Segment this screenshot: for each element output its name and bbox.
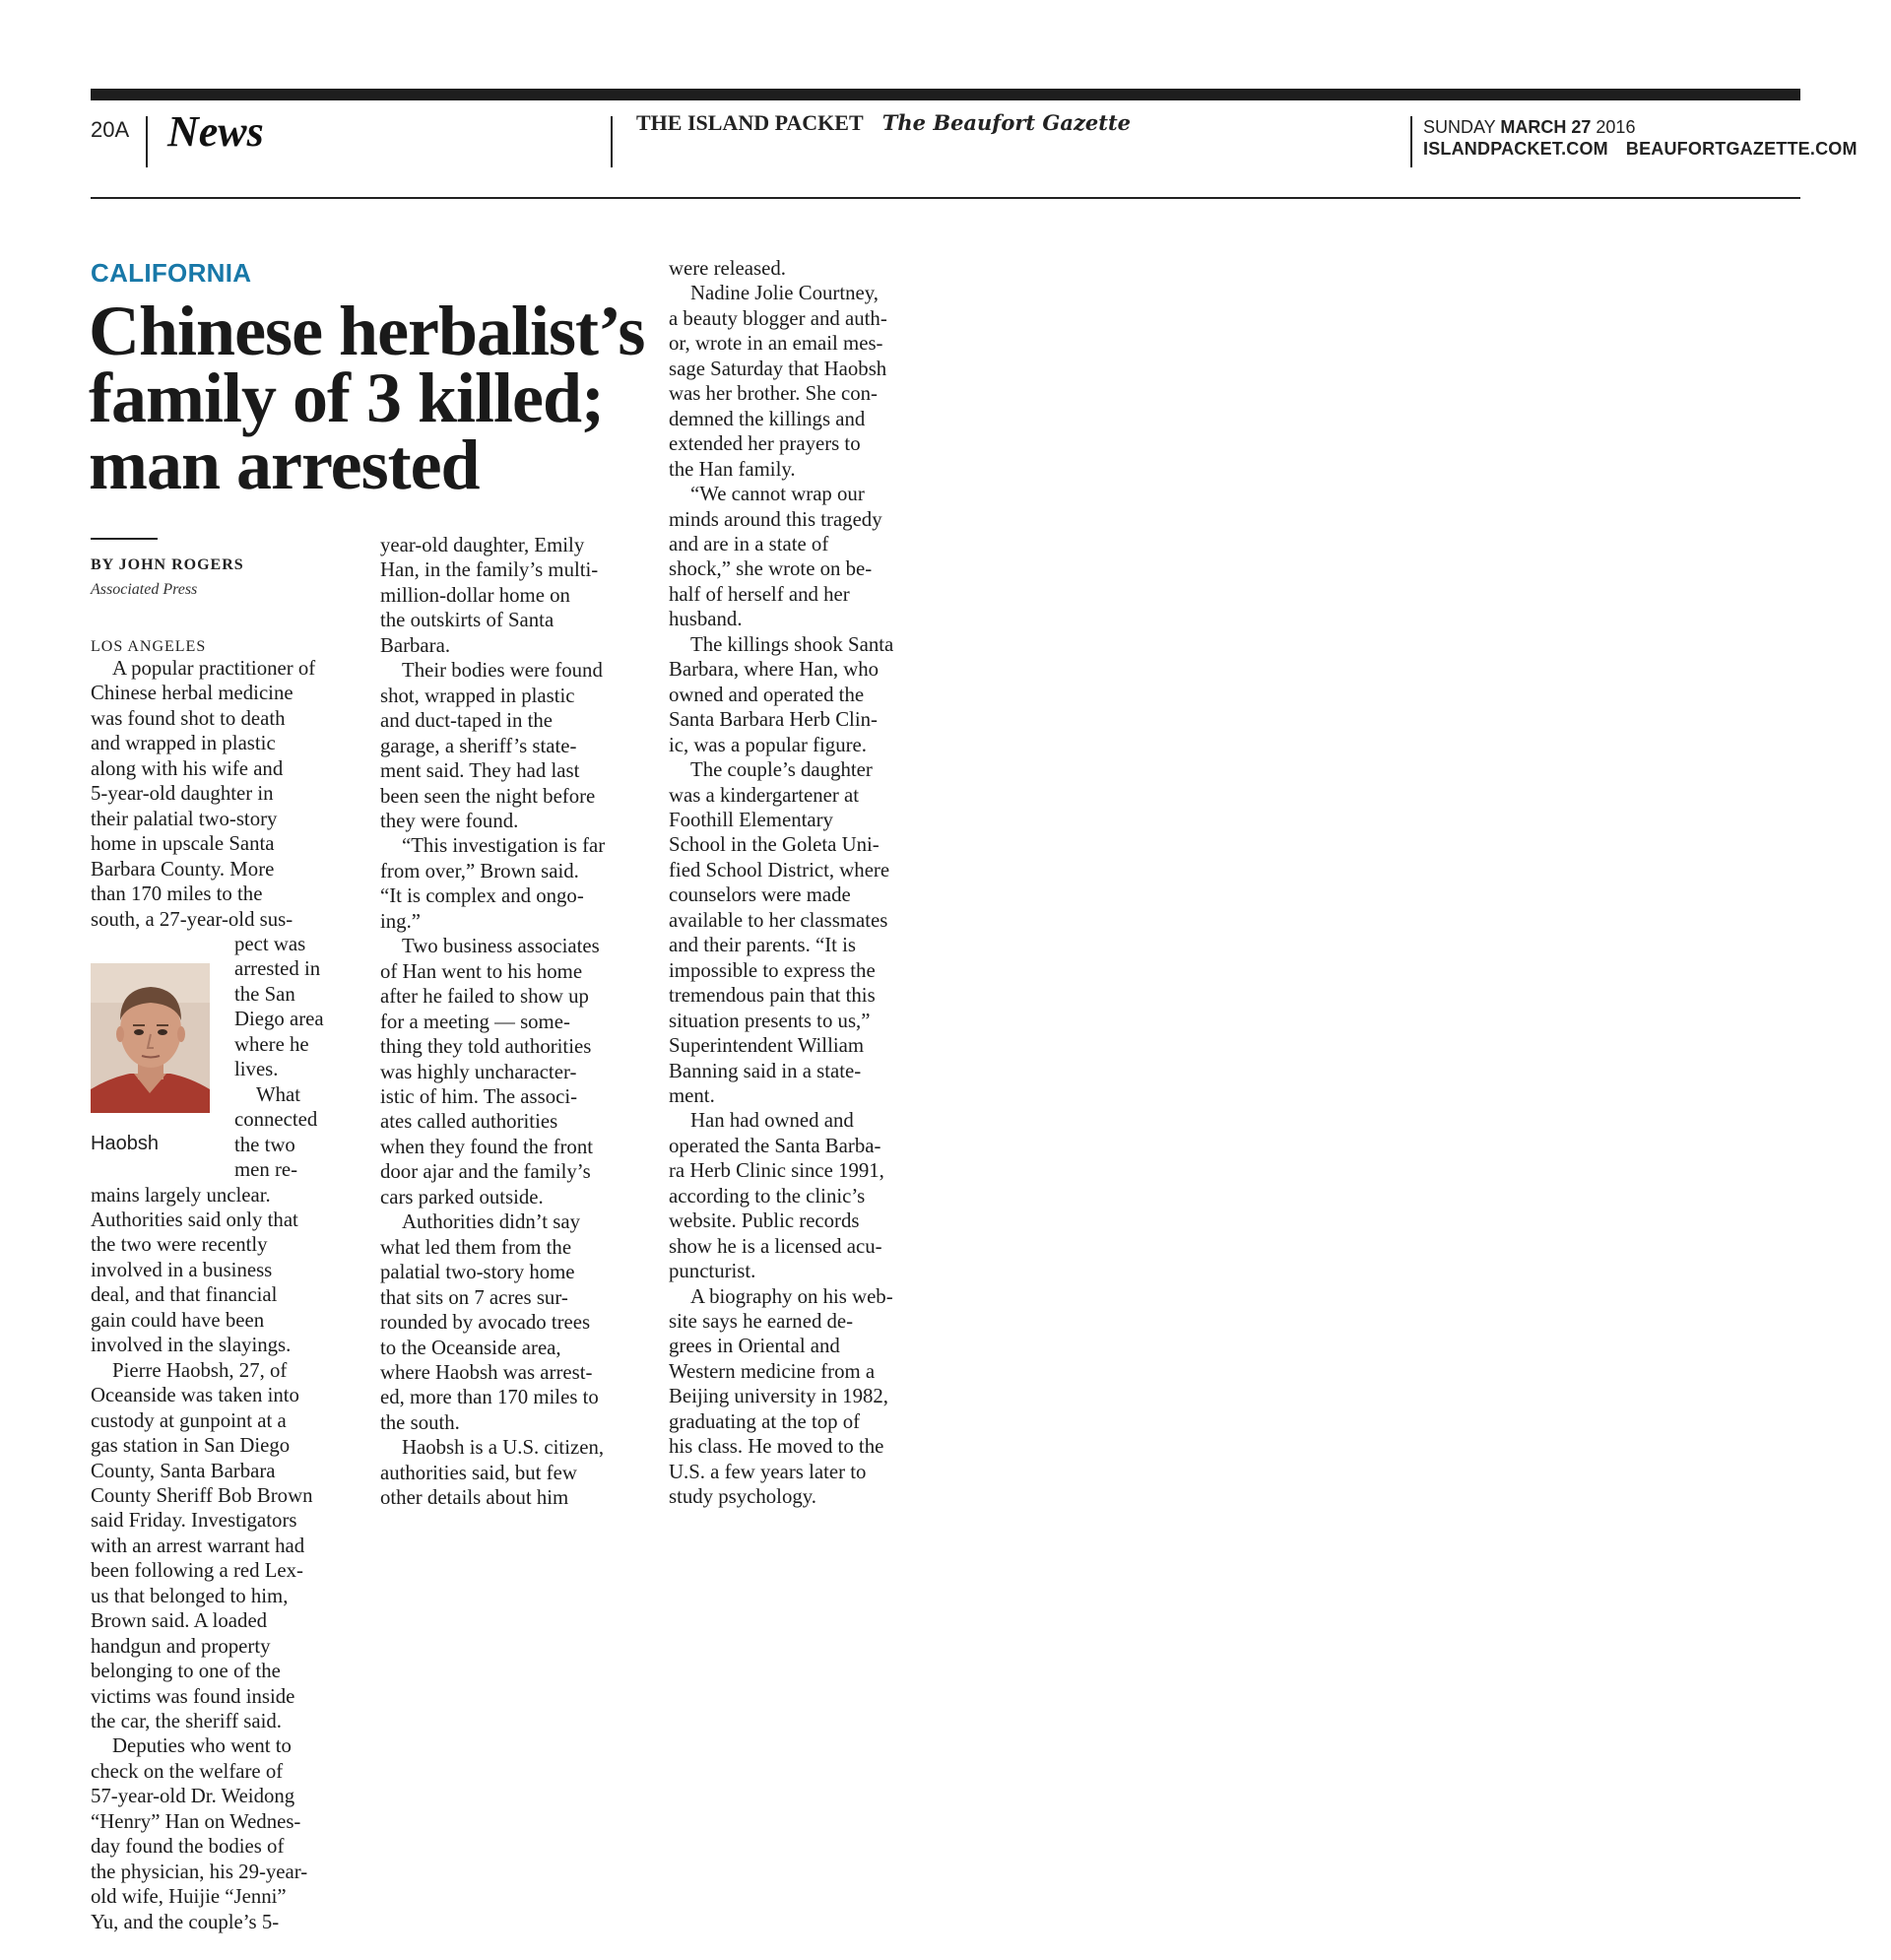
article-text-line: A popular practitioner of <box>112 657 316 680</box>
article-kicker: CALIFORNIA <box>91 258 252 288</box>
article-text-line: gas station in San Diego <box>91 1434 291 1458</box>
top-rule <box>91 89 1800 100</box>
article-text-line: “This investigation is far <box>402 834 606 858</box>
article-text-line: available to her classmates <box>669 908 888 932</box>
article-text-line: than 170 miles to the <box>91 882 263 906</box>
headline-line: family of 3 killed; <box>89 359 604 437</box>
article-text-line: million-dollar home on <box>380 583 570 607</box>
article-text-line: ed, more than 170 miles to <box>380 1386 599 1409</box>
article-headline <box>89 292 680 504</box>
article-text-line: the outskirts of Santa <box>380 609 554 632</box>
article-text-line: What <box>256 1082 301 1106</box>
article-text-line: Two business associates <box>402 935 600 958</box>
article-text-line: Haobsh is a U.S. citizen, <box>402 1436 605 1460</box>
article-text-line: where Haobsh was arrest- <box>380 1360 593 1384</box>
article-text-line: a beauty blogger and auth- <box>669 306 887 330</box>
header-bottom-rule <box>91 197 1800 199</box>
article-text-line: ates called authorities <box>380 1110 558 1134</box>
photo-caption: Haobsh <box>91 1133 159 1154</box>
article-text-line: situation presents to us,” <box>669 1009 871 1032</box>
article-text-line: tremendous pain that this <box>669 984 876 1008</box>
article-text-line: from over,” Brown said. <box>380 859 579 882</box>
article-text-line: handgun and property <box>91 1634 271 1658</box>
article-text-line: garage, a sheriff’s state- <box>380 734 577 757</box>
article-text-line: site says he earned de- <box>669 1310 854 1334</box>
article-text-line: custody at gunpoint at a <box>91 1408 287 1432</box>
article-text-line: their palatial two-story <box>91 807 278 830</box>
article-text-line: home in upscale Santa <box>91 832 275 856</box>
article-text-line: that sits on 7 acres sur- <box>380 1285 568 1309</box>
issue-date <box>1423 116 1858 138</box>
article-text-line: istic of him. The associ- <box>380 1084 578 1108</box>
article-text-line: and are in a state of <box>669 532 829 555</box>
article-text-line: ra Herb Clinic since 1991, <box>669 1159 884 1183</box>
article-text-line: Barbara, where Han, who <box>669 658 880 682</box>
article-text-line: check on the welfare of <box>91 1759 284 1783</box>
article-dateline: LOS ANGELES <box>91 638 207 655</box>
article-column-1 <box>91 656 359 1934</box>
article-text-line: connected <box>234 1108 318 1132</box>
article-text-line: Authorities said only that <box>91 1208 298 1231</box>
article-text-line: us that belonged to him, <box>91 1584 289 1607</box>
article-text-line: said Friday. Investigators <box>91 1509 297 1533</box>
article-text-line: Chinese herbal medicine <box>91 682 293 705</box>
article-text-line: Banning said in a state- <box>669 1059 862 1082</box>
article-text-line: 5-year-old daughter in <box>91 782 274 806</box>
article-text-line: Western medicine from a <box>669 1359 876 1383</box>
article-text-line: cars parked outside. <box>380 1185 544 1209</box>
byline-agency: Associated Press <box>91 581 198 598</box>
article-text-line: pect was <box>234 932 306 955</box>
article-text-line: Yu, and the couple’s 5- <box>91 1910 280 1933</box>
article-text-line: mains largely unclear. <box>91 1183 271 1207</box>
article-text-line: owned and operated the <box>669 683 865 706</box>
article-text-line: was her brother. She con- <box>669 382 878 406</box>
header-divider <box>146 116 148 167</box>
article-text-line: Han had owned and <box>690 1109 854 1133</box>
article-text-line: Superintendent William <box>669 1034 865 1058</box>
article-text-line: other details about him <box>380 1486 569 1510</box>
article-text-line: was highly uncharacter- <box>380 1060 577 1083</box>
masthead-island-packet: THE ISLAND PACKET <box>636 110 864 135</box>
article-text-line: along with his wife and <box>91 756 284 780</box>
article-text-line: fied School District, where <box>669 858 890 882</box>
article-text-line: minds around this tragedy <box>669 507 882 531</box>
url-beaufortgazette: BEAUFORTGAZETTE.COM <box>1625 139 1858 159</box>
article-text-line: grees in Oriental and <box>669 1335 840 1358</box>
article-text-line: School in the Goleta Uni- <box>669 833 880 857</box>
article-text-line: for a meeting — some- <box>380 1010 570 1033</box>
article-text-line: involved in a business <box>91 1258 273 1281</box>
article-text-line: and duct-taped in the <box>380 709 553 733</box>
article-text-line: County Sheriff Bob Brown <box>91 1483 313 1507</box>
article-text-line: and their parents. “It is <box>669 934 856 957</box>
article-text-line: extended her prayers to <box>669 432 861 456</box>
article-text-line: what led them from the <box>380 1235 572 1259</box>
article-text-line: “Henry” Han on Wednes- <box>91 1809 301 1833</box>
article-text-line: to the Oceanside area, <box>380 1336 561 1359</box>
issue-month-day: MARCH 27 <box>1500 117 1592 137</box>
article-text-line: been following a red Lex- <box>91 1559 303 1583</box>
article-text-line: Han, in the family’s multi- <box>380 558 599 582</box>
article-text-line: Nadine Jolie Courtney, <box>690 282 879 305</box>
article-text-line: his class. He moved to the <box>669 1435 884 1459</box>
article-text-line: demned the killings and <box>669 407 866 430</box>
article-text-line: counselors were made <box>669 883 851 907</box>
article-text-line: and wrapped in plastic <box>91 732 276 755</box>
article-text-line: impossible to express the <box>669 958 876 982</box>
article-text-line: with an arrest warrant had <box>91 1534 305 1557</box>
article-text-line: gain could have been <box>91 1308 265 1332</box>
article-text-line: the two were recently <box>91 1233 268 1257</box>
article-text-line: the south. <box>380 1410 460 1434</box>
article-text-line: thing they told authorities <box>380 1035 592 1059</box>
article-text-line: website. Public records <box>669 1209 860 1233</box>
article-text-line: day found the bodies of <box>91 1835 285 1859</box>
article-text-line: half of herself and her <box>669 582 850 606</box>
article-text-line: husband. <box>669 608 743 631</box>
article-text-line: County, Santa Barbara <box>91 1459 276 1482</box>
section-name: News <box>167 107 264 156</box>
article-text-line: year-old daughter, Emily <box>380 534 585 556</box>
article-text-line: authorities said, but few <box>380 1461 577 1484</box>
article-text-line: door ajar and the family’s <box>380 1160 591 1184</box>
article-text-line: The couple’s daughter <box>690 758 873 782</box>
article-text-line: sage Saturday that Haobsh <box>669 357 887 380</box>
article-text-line: or, wrote in an email mes- <box>669 332 883 356</box>
masthead <box>636 110 1131 136</box>
article-text-line: Barbara. <box>380 633 451 657</box>
article-text-line: old wife, Huijie “Jenni” <box>91 1885 287 1909</box>
article-text-line: of Han went to his home <box>380 959 583 983</box>
article-text-line: lives. <box>234 1058 279 1081</box>
article-column-3 <box>669 256 937 1510</box>
article-text-line: been seen the night before <box>380 784 596 808</box>
article-text-line: Foothill Elementary <box>669 808 833 831</box>
article-text-line: deal, and that financial <box>91 1283 278 1307</box>
article-text-line: ment. <box>669 1083 715 1107</box>
article-text-line: victims was found inside <box>91 1684 295 1708</box>
article-text-line: show he is a licensed acu- <box>669 1234 882 1258</box>
headline-line: man arrested <box>89 425 480 504</box>
article-text-line: palatial two-story home <box>380 1261 575 1284</box>
byline: BY JOHN ROGERS <box>91 556 244 573</box>
article-text-line: involved in the slayings. <box>91 1334 292 1357</box>
article-text-line: the physician, his 29-year- <box>91 1860 308 1883</box>
byline-rule <box>91 538 158 540</box>
article-text-line: Barbara County. More <box>91 857 275 881</box>
article-text-line: south, a 27-year-old sus- <box>91 907 293 931</box>
article-text-line: A biography on his web- <box>690 1284 893 1308</box>
article-text-line: Pierre Haobsh, 27, of <box>112 1358 288 1382</box>
article-text-line: 57-year-old Dr. Weidong <box>91 1785 295 1808</box>
article-text-line: arrested in <box>234 957 321 981</box>
article-text-line: Oceanside was taken into <box>91 1384 299 1407</box>
headline-line: Chinese herbalist’s <box>89 292 645 370</box>
article-text-line: “We cannot wrap our <box>690 483 865 506</box>
article-text-line: Deputies who went to <box>112 1734 292 1758</box>
article-text-line: they were found. <box>380 809 519 832</box>
article-text-line: the Han family. <box>669 457 796 481</box>
article-text-line: “It is complex and ongo- <box>380 884 584 908</box>
masthead-beaufort-gazette: The Beaufort Gazette <box>881 110 1132 135</box>
header-divider <box>611 116 613 167</box>
article-text-line: puncturist. <box>669 1260 756 1283</box>
article-text-line: Diego area <box>234 1008 324 1031</box>
article-text-line: was a kindergartener at <box>669 783 860 807</box>
url-islandpacket: ISLANDPACKET.COM <box>1423 139 1608 159</box>
article-text-line: graduating at the top of <box>669 1409 861 1433</box>
article-text-line: ic, was a popular figure. <box>669 733 867 756</box>
article-text-line: ment said. They had last <box>380 759 580 783</box>
article-text-line: operated the Santa Barba- <box>669 1134 881 1157</box>
page-number: 20A <box>91 117 130 142</box>
site-urls <box>1423 138 1858 160</box>
article-text-line: was found shot to death <box>91 706 286 730</box>
article-text-line: study psychology. <box>669 1485 817 1509</box>
article-text-line: the two <box>234 1133 295 1156</box>
article-text-line: were released. <box>669 257 786 280</box>
article-text-line: Santa Barbara Herb Clin- <box>669 708 878 732</box>
article-text-line: when they found the front <box>380 1135 594 1158</box>
article-text-line: where he <box>234 1032 309 1056</box>
article-text-line: shot, wrapped in plastic <box>380 684 575 707</box>
article-text-line: Brown said. A loaded <box>91 1609 268 1633</box>
issue-dateline <box>1423 116 1858 160</box>
article-text-line: shock,” she wrote on be- <box>669 557 873 581</box>
article-text-line: Beijing university in 1982, <box>669 1385 888 1408</box>
article-text-line: ing.” <box>380 909 422 933</box>
article-text-line: Authorities didn’t say <box>402 1210 580 1234</box>
article-text-line: the car, the sheriff said. <box>91 1710 282 1733</box>
article-text-line: Their bodies were found <box>402 659 603 683</box>
issue-day: SUNDAY <box>1423 117 1496 137</box>
article-text-line: rounded by avocado trees <box>380 1311 591 1335</box>
issue-year: 2016 <box>1596 117 1636 137</box>
article-text-line: belonging to one of the <box>91 1660 281 1683</box>
article-column-2 <box>380 533 648 1511</box>
article-text-line: men re- <box>234 1158 298 1182</box>
article-text-line: according to the clinic’s <box>669 1184 866 1208</box>
article-text-line: The killings shook Santa <box>690 632 894 656</box>
article-text-line: after he failed to show up <box>380 985 589 1009</box>
article-text-line: the San <box>234 982 295 1006</box>
header-divider <box>1410 116 1412 167</box>
article-text-line: U.S. a few years later to <box>669 1460 867 1483</box>
